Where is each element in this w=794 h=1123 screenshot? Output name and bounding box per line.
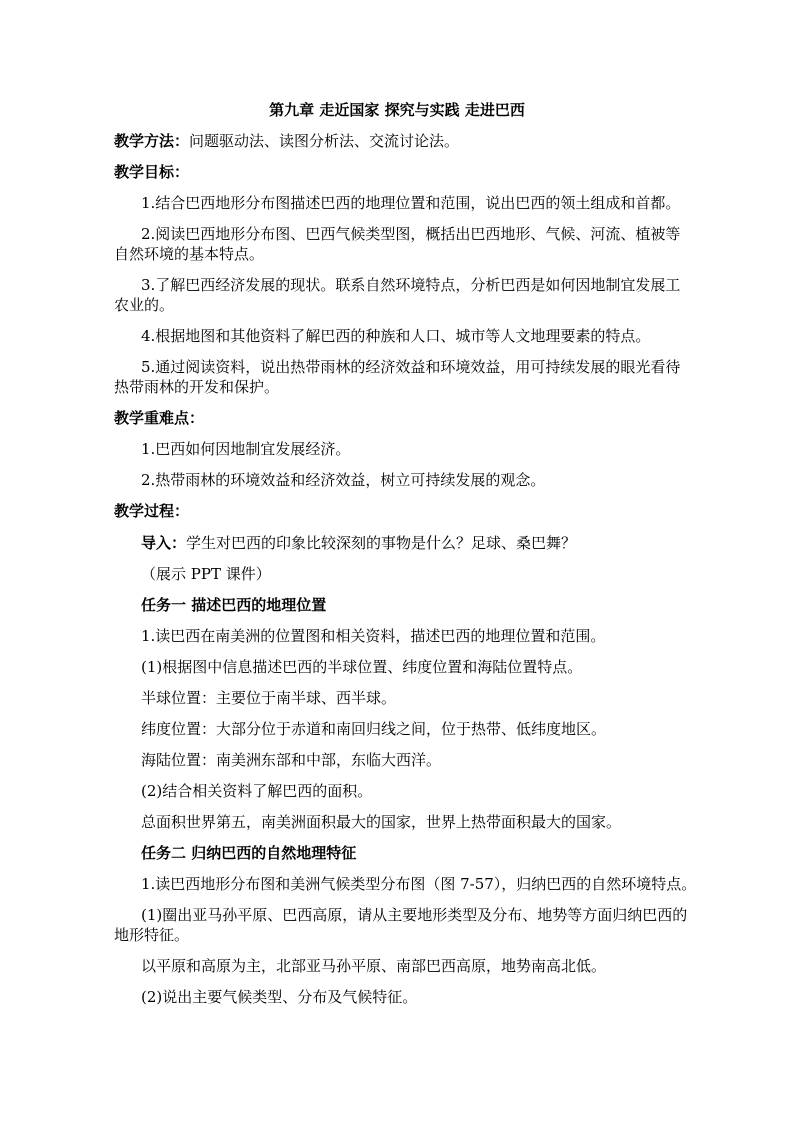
goal-2-line-2: 自然环境的基本特点。 — [114, 245, 265, 263]
difficulty-heading: 教学重难点： — [114, 409, 205, 427]
difficulty-1: 1.巴西如何因地制宜发展经济。 — [141, 440, 351, 458]
intro-line — [141, 533, 576, 553]
task-2-question-1-2: (2)说出主要气候类型、分布及气候特征。 — [141, 988, 418, 1006]
difficulty-2: 2.热带雨林的环境效益和经济效益，树立可持续发展的观念。 — [141, 471, 546, 489]
method-text: 问题驱动法、读图分析法、交流讨论法。 — [189, 132, 460, 150]
sea-land-position: 海陆位置：南美洲东部和中部，东临大西洋。 — [141, 751, 442, 769]
task-2-question-1: 1.读巴西地形分布图和美洲气候类型分布图（图 7-57），归纳巴西的自然环境特点。 — [141, 875, 697, 893]
goals-heading: 教学目标： — [114, 163, 190, 181]
goal-5-line-1: 5.通过阅读资料，说出热带雨林的经济效益和环境效益，用可持续发展的眼光看待 — [141, 358, 681, 376]
goal-5-line-2: 热带雨林的开发和保护。 — [114, 378, 280, 396]
intro-text: 学生对巴西的印象比较深刻的事物是什么？足球、桑巴舞？ — [186, 534, 577, 552]
task-1-title: 任务一 描述巴西的地理位置 — [141, 596, 327, 614]
area-answer: 总面积世界第五，南美洲面积最大的国家，世界上热带面积最大的国家。 — [141, 813, 622, 831]
goal-4: 4.根据地图和其他资料了解巴西的种族和人口、城市等人文地理要素的特点。 — [141, 327, 651, 345]
intro-label: 导入： — [141, 534, 187, 552]
process-heading: 教学过程： — [114, 502, 190, 520]
page-title: 第九章 走近国家 探究与实践 走进巴西 — [269, 101, 525, 119]
goal-2-line-1: 2.阅读巴西地形分布图、巴西气候类型图，概括出巴西地形、气候、河流、植被等 — [141, 225, 681, 243]
task-2-title: 任务二 归纳巴西的自然地理特征 — [141, 844, 357, 862]
task-2-question-1-1-line-2: 地形特征。 — [114, 926, 190, 944]
method-heading: 教学方法： — [114, 132, 190, 150]
task-1-question-1: 1.读巴西在南美洲的位置图和相关资料，描述巴西的地理位置和范围。 — [141, 627, 606, 645]
goal-3-line-1: 3.了解巴西经济发展的现状。联系自然环境特点，分析巴西是如何因地制宜发展工 — [141, 276, 681, 294]
terrain-answer: 以平原和高原为主，北部亚马孙平原、南部巴西高原，地势南高北低。 — [141, 957, 607, 975]
ppt-note: （展示 PPT 课件） — [141, 565, 271, 583]
latitude-position: 纬度位置：大部分位于赤道和南回归线之间，位于热带、低纬度地区。 — [141, 720, 607, 738]
task-2-question-1-1-line-1: (1)圈出亚马孙平原、巴西高原，请从主要地形类型及分布、地势等方面归纳巴西的 — [141, 906, 688, 924]
goal-3-line-2: 农业的。 — [114, 296, 175, 314]
task-1-question-1-1: (1)根据图中信息描述巴西的半球位置、纬度位置和海陆位置特点。 — [141, 658, 583, 676]
goal-1: 1.结合巴西地形分布图描述巴西的地理位置和范围，说出巴西的领土组成和首都。 — [141, 194, 681, 212]
task-1-question-1-2: (2)结合相关资料了解巴西的面积。 — [141, 782, 373, 800]
method-line — [114, 131, 459, 151]
hemisphere-position: 半球位置：主要位于南半球、西半球。 — [141, 689, 397, 707]
